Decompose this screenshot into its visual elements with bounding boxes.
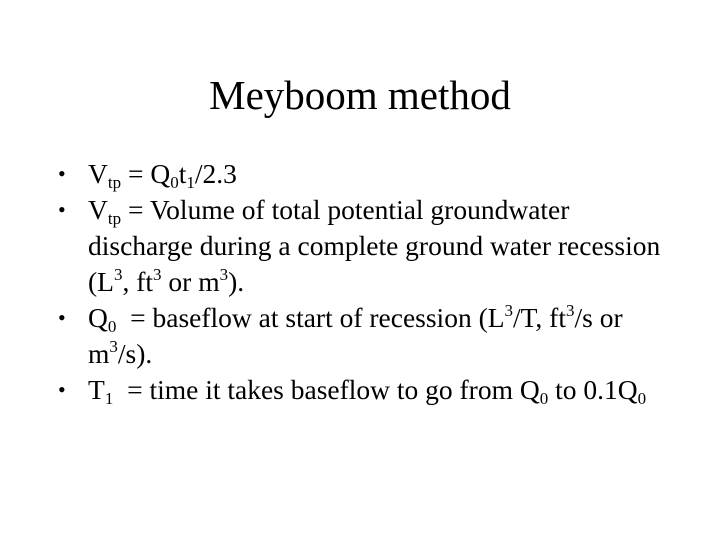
bullet-icon: • [58,305,66,330]
bullet-icon: • [58,377,66,402]
formula-text: $V_{tp} = Q_0t_1/2.3$ [88,158,237,192]
bullet-list [58,156,678,408]
bullet-item-t1-definition [58,372,678,408]
slide-title: Meyboom method [209,72,511,118]
bullet-icon: • [58,161,66,186]
bullet-item-vtp-formula [58,156,678,192]
definition-text: $V_{tp}$ = Volume of total potential groundwater discharge during a complete ground water recession ($L^3$, $ft^3$ or $m^3$). [88,194,661,297]
definition-text: $Q_0$ = baseflow at start of recession ($L^3/T$, $ft^3/s$ or $m^3/s$). [88,301,623,369]
bullet-item-q0-definition [58,300,678,372]
bullet-item-vtp-definition [58,192,678,300]
bullet-icon: • [58,197,66,222]
definition-text: $T_1$ = time it takes baseflow to go from $Q_0$ to $0.1Q_0$ [88,374,647,408]
